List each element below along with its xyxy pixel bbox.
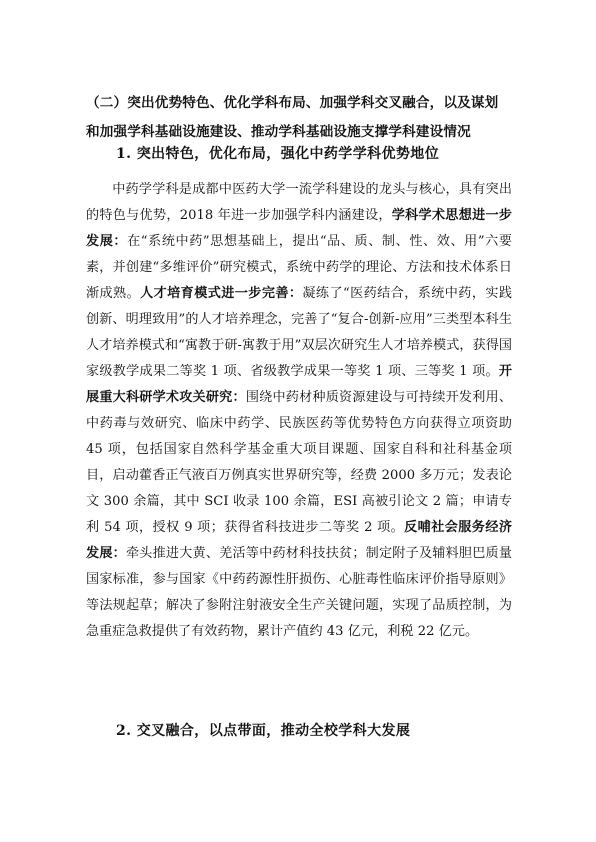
paragraph-text-1: 中药学学科是成都中医药大学一流学科建设的龙头与核心，具有突出的特色与优势，2018 年进一步加强学科内涵建设， bbox=[86, 182, 512, 223]
subsection-heading-1: 1. 突出特色，优化布局，强化中药学学科优势地位 bbox=[116, 146, 440, 162]
section-heading: （二）突出优势特色、优化学科布局、加强学科交叉融合，以及谋划和加强学科基础设施建设、推动学科基础设施支撑学科建设情况 bbox=[86, 95, 499, 140]
highlight-academic-thought: 学科学术思想进一步发展： bbox=[86, 208, 513, 249]
paragraph-text-4: 围绕中药材种质资源建设与可持续开发利用、中药毒与效研究、临床中药学、民族医药等优势特色方向获得立项资助 45 项，包括国家自然科学基金重大项目课题、国家自科和社科基金项目，启动藿香正气液百万例真实世界研究等，经费 2000 多万元；发表论文 300 余篇，其中 SCI 收录 100 余篇，ESI 高被引论文 2 篇；申请专利 54 项，授权 9 项；获得省科技进步二等奖 2 项。 bbox=[86, 390, 512, 535]
paragraph-text-3: 凝练了“医药结合，系统中药，实践创新、明理致用”的人才培养理念，完善了“复合-创新-应用”三类型本科生人才培养模式和“寓教于研-寓教于用”双层次研究生人才培养模式，获得国家级教学成果二等奖 1 项、省级教学成果一等奖 1 项、三等奖 1 项。 bbox=[86, 286, 513, 379]
paragraph-text-5: 牵头推进大黄、羌活等中药材科技扶贫；制定附子及辅料胆巴质量国家标准，参与国家《中药药源性肝损伤、心脏毒性临床评价指导原则》等法规起草；解决了参附注射液安全生产关键问题，实现了品质控制，为急重症急救提供了有效药物，累计产值约 43 亿元，利税 22 亿元。 bbox=[86, 546, 512, 639]
highlight-social-service: 反哺社会服务经济发展： bbox=[86, 520, 512, 561]
subsection-heading-2: 2. 交叉融合，以点带面，推动全校学科大发展 bbox=[116, 723, 411, 739]
paragraph-text-2: 在“系统中药”思想基础上，提出“品、质、制、性、效、用”六要素，并创建“多维评价”研究模式，系统中药学的理论、方法和技术体系日渐成熟。 bbox=[86, 234, 512, 301]
body-paragraph bbox=[86, 177, 512, 645]
highlight-research: 开展重大科研学术攻关研究： bbox=[86, 364, 512, 405]
highlight-talent-cultivation: 人才培育模式进一步完善： bbox=[140, 286, 303, 301]
